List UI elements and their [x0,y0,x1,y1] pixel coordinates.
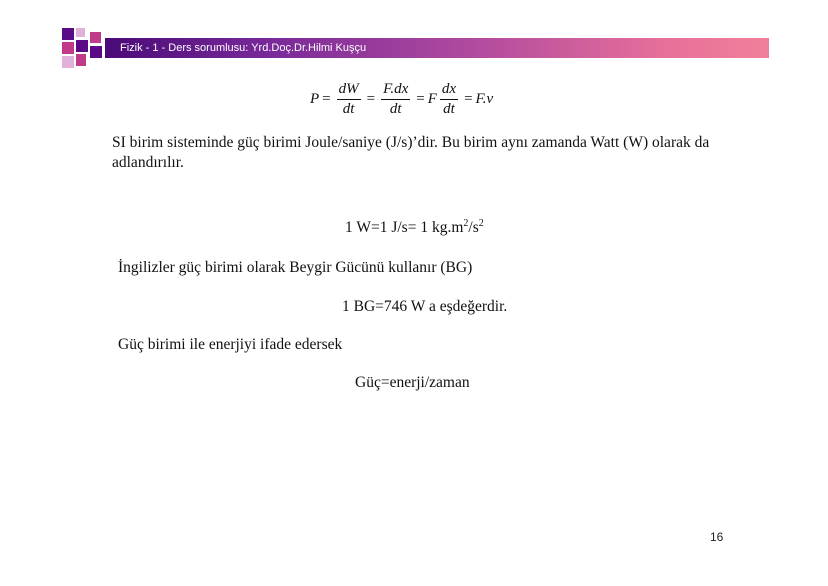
logo-square-bar-start [90,46,102,58]
frac1-denominator: dt [342,100,355,117]
formula-frac-1 [337,81,361,118]
formula-rhs: F.v [475,90,494,107]
formula-eq-3: = [416,90,425,107]
formula-eq-2: = [366,90,376,107]
horsepower-equation: 1 BG=746 W a eşdeğerdir. [342,298,508,315]
page-number: 16 [710,530,724,544]
formula-mid: F [427,90,437,107]
watt-equation [345,218,484,237]
logo-square-left [62,42,74,54]
formula-eq-1: = [322,90,331,107]
formula-frac-3 [440,81,458,118]
logo-square-top-mid [76,28,85,37]
logo-square-top-left [62,28,74,40]
formula-lhs: P [310,90,320,107]
logo-square-bottom-mid [76,54,86,66]
logo-square-right [90,32,101,43]
power-energy-equation: Güç=enerji/zaman [355,374,470,391]
header-title: Fizik - 1 - Ders sorumlusu: Yrd.Doç.Dr.Hilmi Kuşçu [120,42,367,54]
english-unit-line: İngilizler güç birimi olarak Beygir Gücünü kullanır (BG) [118,259,473,276]
frac3-numerator: dx [440,81,458,100]
power-formula [310,77,493,121]
frac2-numerator: F.dx [381,81,410,100]
frac2-denominator: dt [389,100,402,117]
watt-equation-exp1: 2 [463,218,469,229]
si-unit-paragraph: SI birim sisteminde güç birimi Joule/saniye (J/s)’dir. Bu birim aynı zamanda Watt (W) olarak da adlandırılır. [112,134,710,171]
watt-equation-main: 1 W=1 J/s= 1 kg.m [345,219,464,237]
watt-equation-mid: /s [468,219,479,237]
energy-line: Güç birimi ile enerjiyi ifade edersek [118,336,343,353]
logo-square-center [76,40,88,52]
formula-frac-2 [381,81,410,118]
watt-equation-exp2: 2 [478,218,484,229]
logo-square-bottom-left [62,56,74,68]
formula-eq-4: = [464,90,473,107]
frac1-numerator: dW [337,81,361,100]
frac3-denominator: dt [443,100,455,117]
